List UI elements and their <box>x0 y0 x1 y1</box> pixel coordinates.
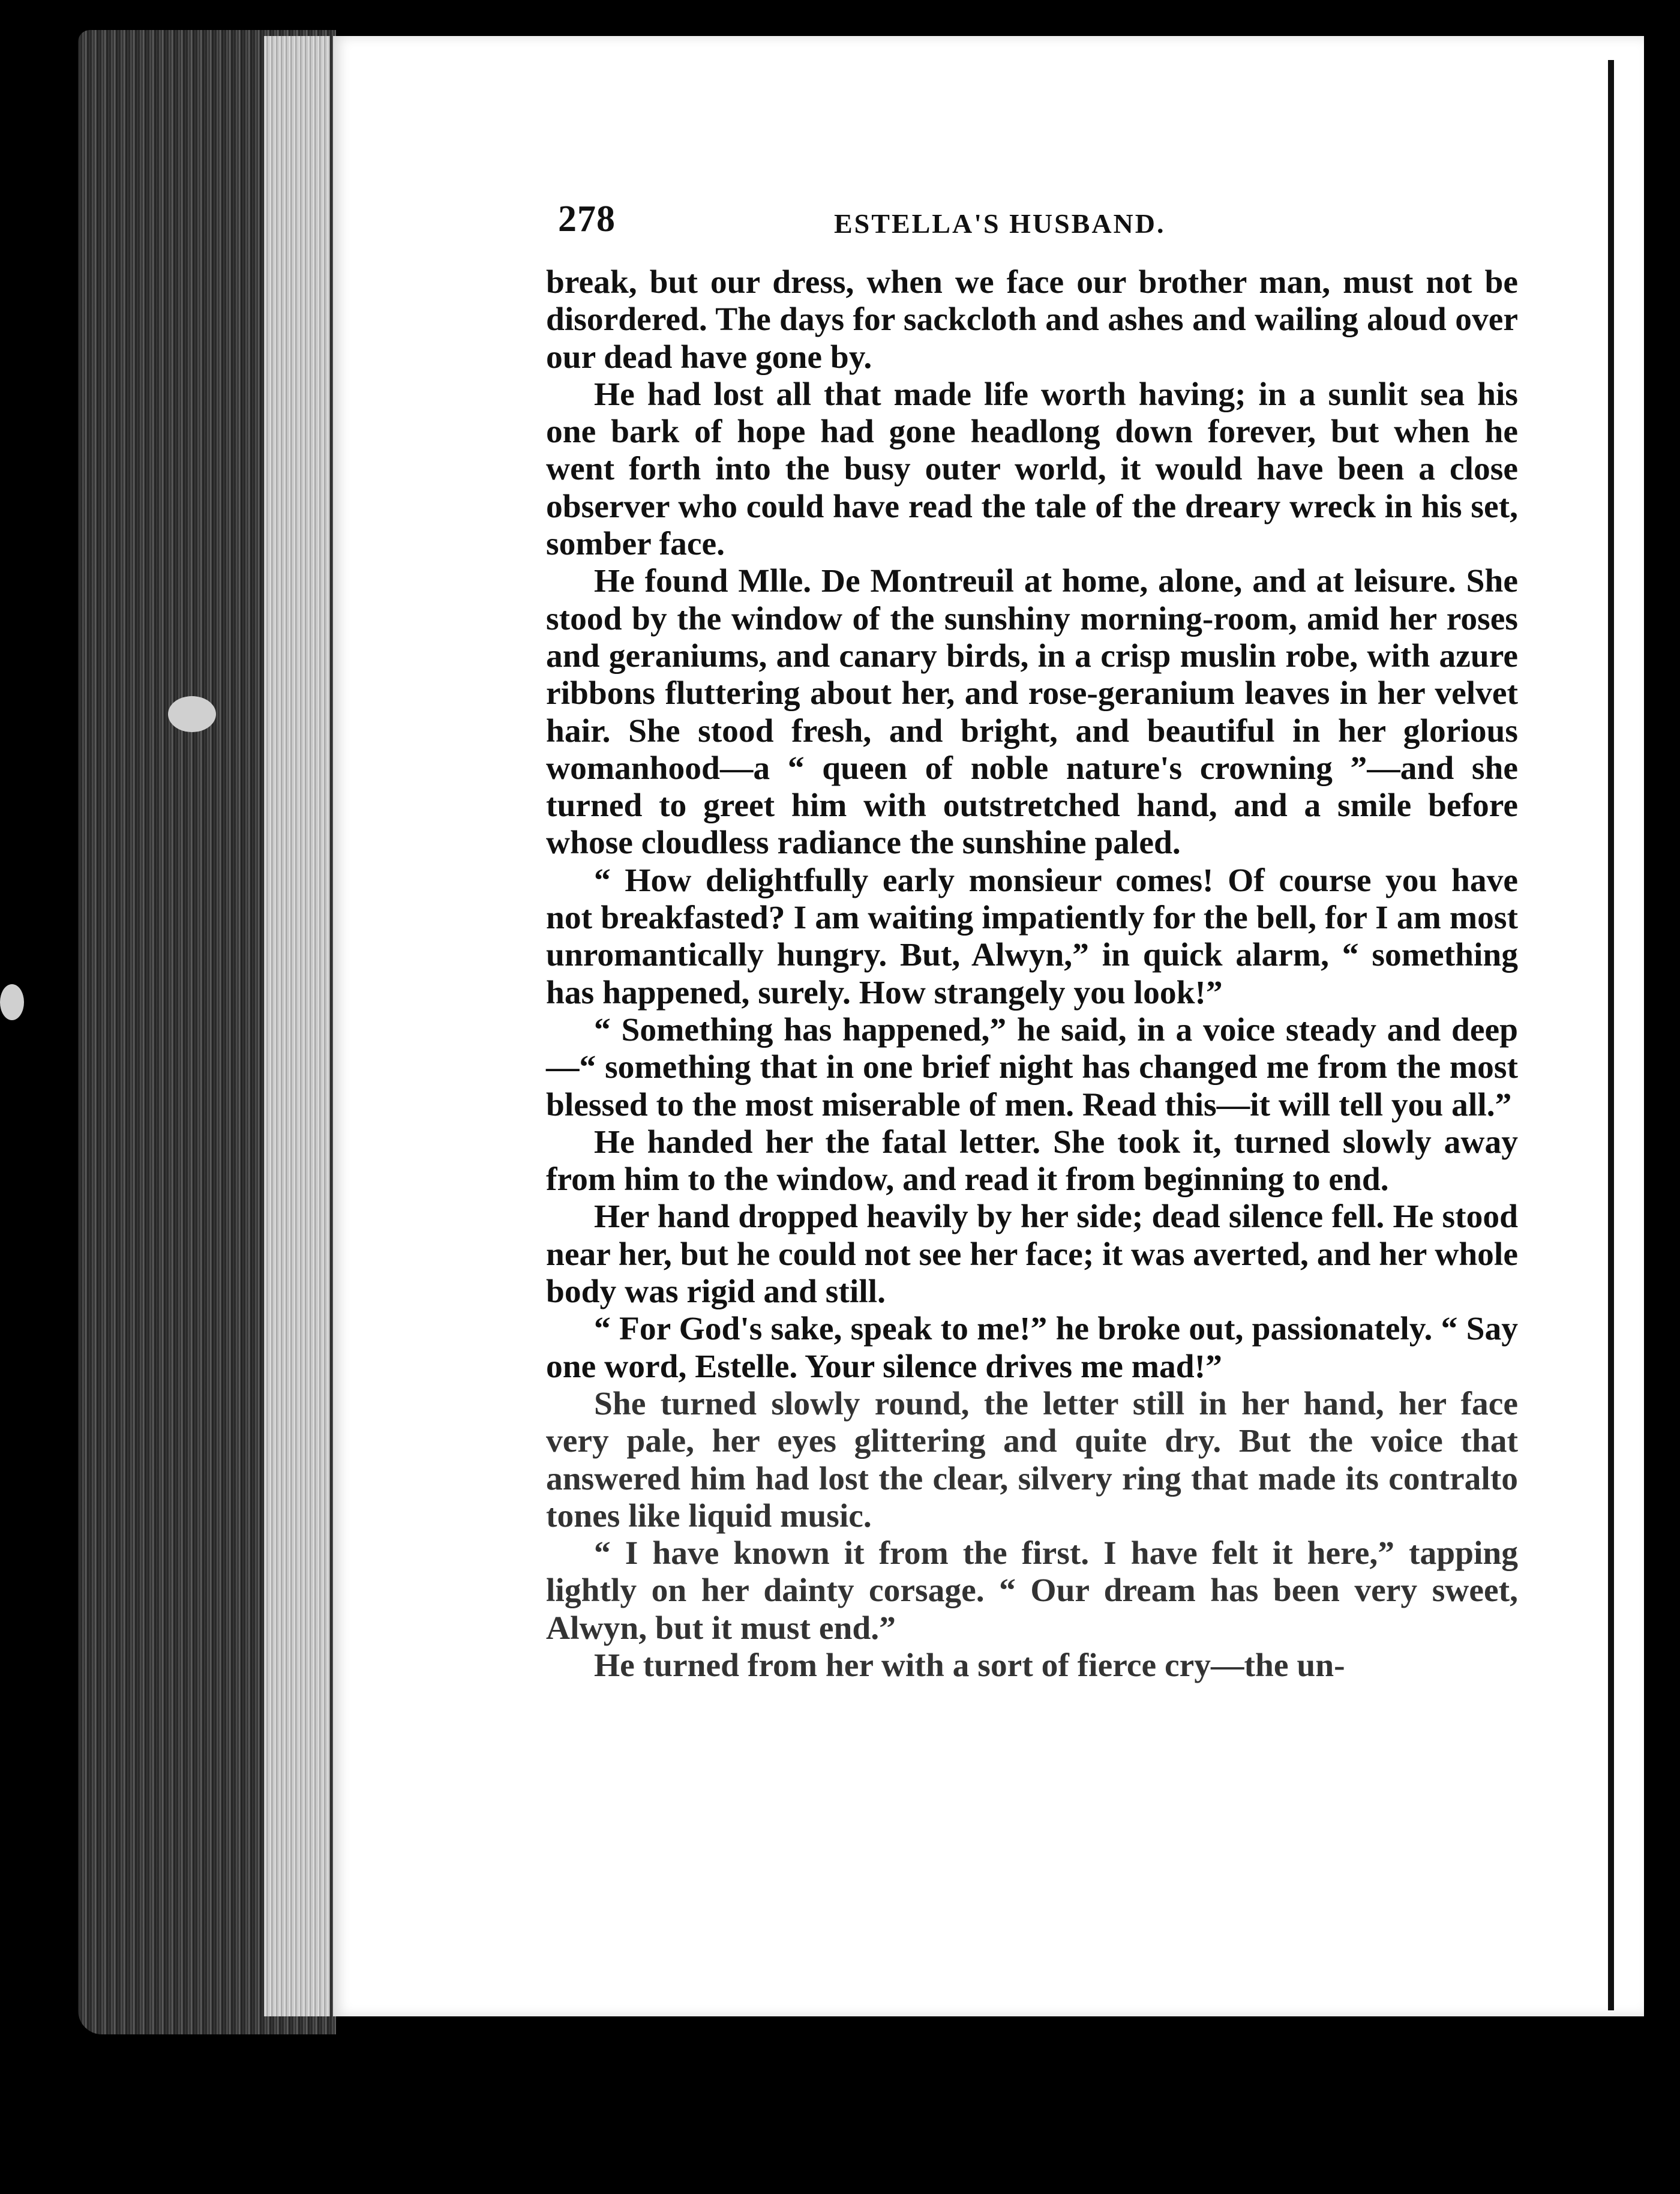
paragraph: He handed her the fatal letter. She took it, turned slowly away from him to the window, and read it from beginning to end. <box>546 1123 1518 1198</box>
page-gutter-edge <box>1608 60 1614 2010</box>
paper-speck <box>0 984 24 1020</box>
running-head: ESTELLA'S HUSBAND. <box>834 208 1166 239</box>
paragraph: “ I have known it from the first. I have felt it here,” tapping lightly on her dainty corsage. “ Our dream has been very sweet, Alwyn, but it must end.” <box>546 1535 1518 1647</box>
paragraph: “ Something has happened,” he said, in a voice steady and deep—“ something that in one brief night has changed me from the most blessed to the most miserable of men. Read this—it will tell you all.” <box>546 1011 1518 1123</box>
paragraph: Her hand dropped heavily by her side; dead silence fell. He stood near her, but he could not see her face; it was averted, and her whole body was rigid and still. <box>546 1198 1518 1311</box>
paragraph: She turned slowly round, the letter still in her hand, her face very pale, her eyes glittering and quite dry. But the voice that answered him had lost the clear, silvery ring that made its contralto tones like liquid music. <box>546 1385 1518 1534</box>
paragraph: break, but our dress, when we face our brother man, must not be disordered. The days for sackcloth and ashes and wailing aloud over our dead have gone by. <box>546 264 1518 376</box>
page-number: 278 <box>558 199 616 239</box>
paragraph: He found Mlle. De Montreuil at home, alone, and at leisure. She stood by the window of the sunshiny morning-room, amid her roses and geraniums, and canary birds, in a crisp muslin robe, with azure ribbons fluttering about her, and rose-geranium leaves in her velvet hair. She stood fresh, and bright, and beautiful in her glorious womanhood—a “ queen of noble nature's crowning ”—and she turned to greet him with outstretched hand, and a smile before whose cloudless radiance the sunshine paled. <box>546 563 1518 862</box>
paragraph: He turned from her with a sort of fierce cry—the un- <box>594 1647 1345 1684</box>
paragraph: “ How delightfully early monsieur comes! Of course you have not breakfasted? I am waiting impatiently for the bell, for I am most unromantically hungry. But, Alwyn,” in quick alarm, “ something has happened, surely. How strangely you look!” <box>546 862 1518 1011</box>
page-edges <box>264 36 330 2016</box>
paragraph: “ For God's sake, speak to me!” he broke out, passionately. “ Say one word, Estelle. Your silence drives me mad!” <box>546 1311 1518 1385</box>
paragraph: He had lost all that made life worth having; in a sunlit sea his one bark of hope had gone headlong down forever, but when he went forth into the busy outer world, it would have been a close observer who could have read the tale of the dreary wreck in his set, somber face. <box>546 376 1518 563</box>
body-text <box>546 264 1518 1685</box>
paper-speck <box>168 696 216 732</box>
page-header <box>558 198 1218 252</box>
